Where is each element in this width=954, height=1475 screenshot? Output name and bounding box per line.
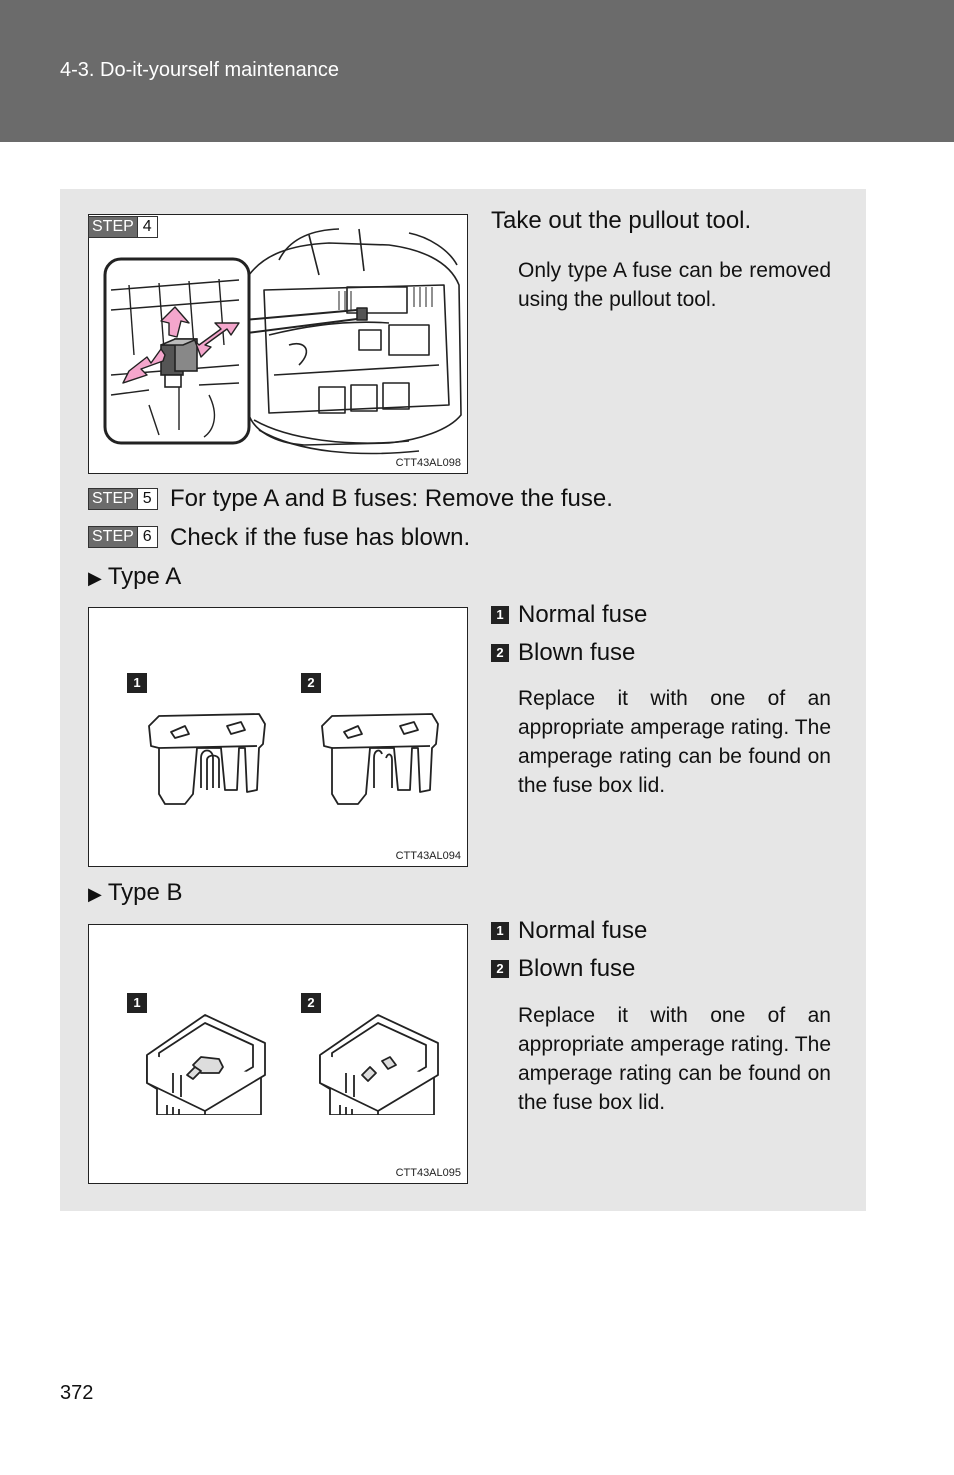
item-label: Normal fuse	[518, 601, 648, 628]
figure-code: CTT43AL095	[395, 1167, 461, 1179]
section-title: 4-3. Do-it-yourself maintenance	[60, 59, 340, 81]
figure-label-1: 1	[127, 993, 147, 1013]
figure-code: CTT43AL098	[395, 457, 461, 469]
type-b-heading	[88, 879, 183, 907]
step-word: STEP	[89, 527, 137, 547]
number-box: 2	[491, 960, 509, 978]
step4-title: Take out the pullout tool.	[491, 207, 752, 234]
page-header	[0, 0, 954, 142]
type-b-fuse-illustration	[89, 925, 468, 1184]
step4-badge	[88, 216, 158, 238]
step-number: 4	[137, 217, 157, 237]
step-number: 5	[137, 489, 157, 509]
step4-figure	[88, 214, 468, 474]
type-b-figure	[88, 924, 468, 1184]
page-number: 372	[60, 1382, 94, 1404]
type-a-note: Replace it with one of an appropriate amperage rating. The amperage rating can be found on the fuse box lid.	[518, 687, 831, 797]
fuse-box-illustration	[89, 215, 468, 474]
normal-fuse-drawing	[147, 1015, 265, 1115]
type-b-note: Replace it with one of an appropriate amperage rating. The amperage rating can be found on the fuse box lid.	[518, 1004, 831, 1114]
step-number: 6	[137, 527, 157, 547]
step-word: STEP	[89, 489, 137, 509]
type-a-figure	[88, 607, 468, 867]
type-a-label: Type A	[107, 563, 182, 590]
triangle-right-icon: ▶	[88, 568, 102, 588]
step6-text: Check if the fuse has blown.	[170, 524, 471, 551]
number-box: 1	[491, 606, 509, 624]
number-box: 2	[491, 644, 509, 662]
blown-fuse-drawing	[322, 714, 438, 804]
type-b-item-2	[491, 955, 635, 983]
item-label: Normal fuse	[518, 917, 648, 944]
normal-fuse-drawing	[149, 714, 265, 804]
step6-badge	[88, 526, 158, 548]
figure-label-1: 1	[127, 673, 147, 693]
type-a-item-1	[491, 601, 647, 629]
blown-fuse-drawing	[320, 1015, 438, 1115]
type-a-heading	[88, 563, 181, 591]
item-label: Blown fuse	[518, 955, 636, 982]
type-b-item-1	[491, 917, 647, 945]
triangle-right-icon: ▶	[88, 884, 102, 904]
step-word: STEP	[89, 217, 137, 237]
type-b-label: Type B	[107, 879, 183, 906]
figure-label-2: 2	[301, 993, 321, 1013]
figure-code: CTT43AL094	[395, 850, 461, 862]
step5-badge	[88, 488, 158, 510]
step5-text: For type A and B fuses: Remove the fuse.	[170, 485, 613, 512]
item-label: Blown fuse	[518, 639, 636, 666]
figure-label-2: 2	[301, 673, 321, 693]
type-a-fuse-illustration	[89, 608, 468, 867]
step4-note: Only type A fuse can be removed using the pullout tool.	[518, 259, 831, 311]
number-box: 1	[491, 922, 509, 940]
type-a-item-2	[491, 639, 635, 667]
